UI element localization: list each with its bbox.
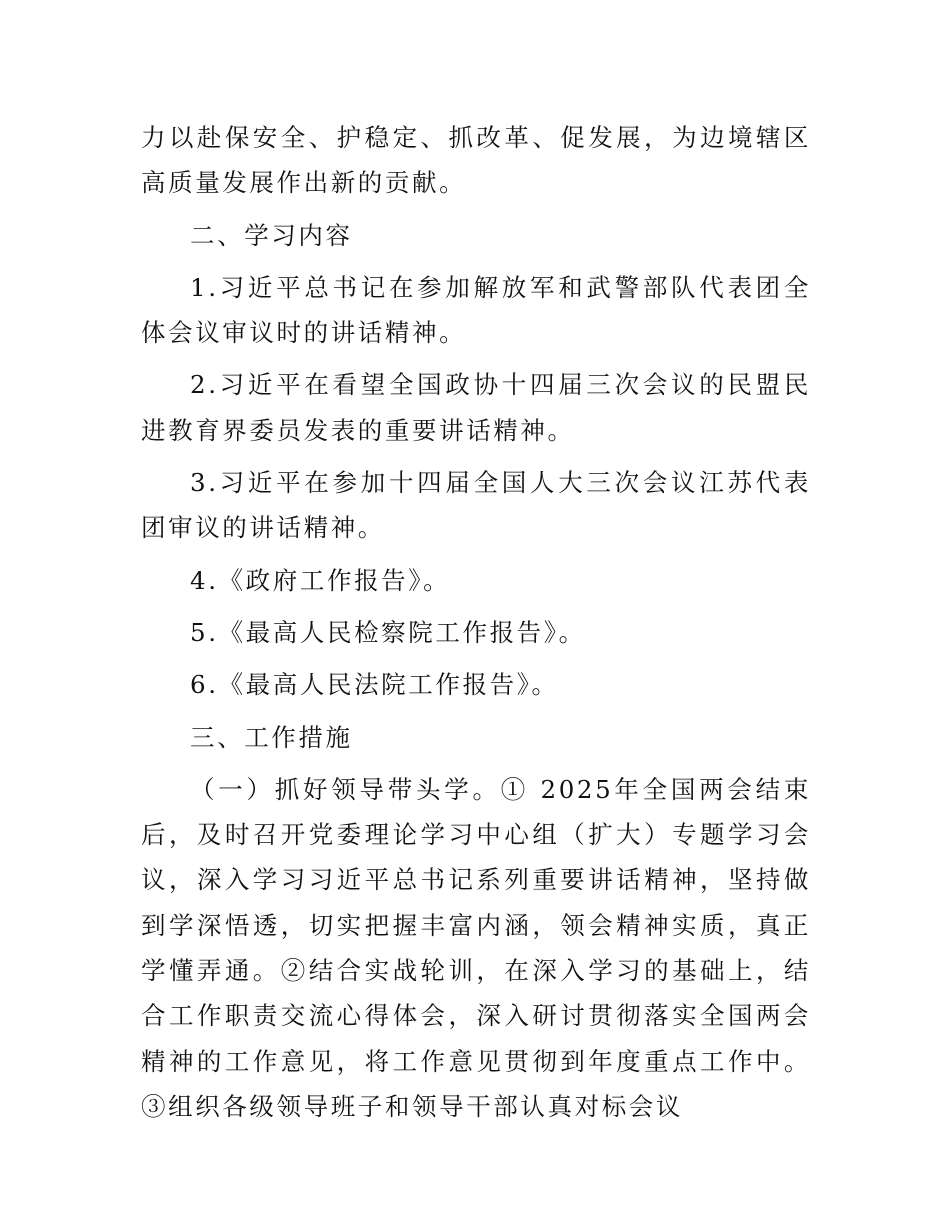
section-heading-work-measures: 三、工作措施 (190, 722, 353, 752)
list-item: 3.习近平在参加十四届全国人大三次会议江苏代表团审议的讲话精神。 (141, 468, 811, 543)
document-body (141, 115, 811, 1136)
list-item: 1.习近平总书记在参加解放军和武警部队代表团全体会议审议时的讲话精神。 (141, 272, 811, 348)
list-item: 4.《政府工作报告》。 (190, 565, 451, 595)
section-heading-study-content: 二、学习内容 (190, 220, 353, 250)
list-item: 2.习近平在看望全国政协十四届三次会议的民盟民进教育界委员发表的重要讲话精神。 (141, 370, 811, 445)
paragraph-continuation: 力以赴保安全、护稳定、抓改革、促发展，为边境辖区高质量发展作出新的贡献。 (141, 123, 811, 198)
paragraph-leadership-study: （一）抓好领导带头学。① 2025年全国两会结束后，及时召开党委理论学习中心组（扩大）专题学习会议，深入学习习近平总书记系列重要讲话精神，坚持做到学深悟透，切实把握丰富内涵，领会精神实质，真正学懂弄通。②结合实战轮训，在深入学习的基础上，结合工作职责交流心得体会，深入研讨贯彻落实全国两会精神的工作意见，将工作意见贯彻到年度重点工作中。③组织各级领导班子和领导干部认真对标会议 (141, 774, 811, 1121)
list-item: 5.《最高人民检察院工作报告》。 (190, 617, 586, 647)
list-item: 6.《最高人民法院工作报告》。 (190, 670, 559, 700)
